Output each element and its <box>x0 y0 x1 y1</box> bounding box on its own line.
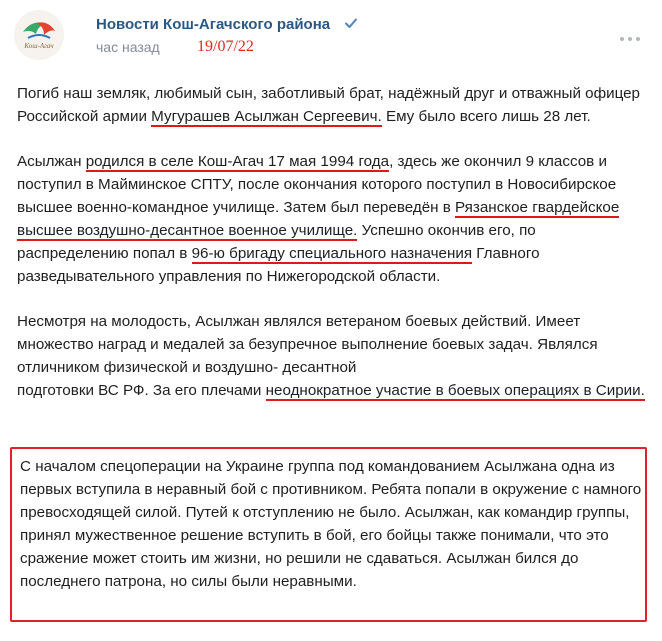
underlined-phrase: 96-ю бригаду специального назначения <box>191 245 473 262</box>
text-segment: , здесь же окончил 9 классов и поступил в Майминское СПТУ, после окончания которого поступил в Новосибирское высшее военно-командное училище. Затем был переведён в <box>17 153 617 216</box>
underlined-phrase: Мугурашев Асылжан Сергеевич. <box>151 108 382 125</box>
text-segment: Асылжан <box>17 153 86 170</box>
text-segment: Успешно окончив его, по распределению попал в <box>17 222 536 262</box>
paragraph-4: С началом спецоперации на Украине группа под командованием Асылжана одна из первых вступила в неравный бой с противником. Ребята попали в окружение с намного превосходящей силой. Путей к отступлению не было. Асылжан, как командир группы, принял мужественное решение вступить в бой, его бойцы также понимали, что это сражение может стоить им жизни, но решили не сдаваться. Асылжан бился до последнего патрона, но силы были неравными. <box>20 458 642 590</box>
underlined-phrase: родился в селе Кош-Агач 17 мая 1994 года <box>85 153 390 170</box>
more-dot <box>628 37 632 41</box>
verified-check-icon <box>344 16 358 30</box>
text-segment: подготовки ВС РФ. За его плечами <box>17 382 266 399</box>
post-header <box>14 8 648 64</box>
text-segment: Ему было всего лишь 28 лет. <box>381 108 591 125</box>
date-annotation: 19/07/22 <box>197 38 254 55</box>
more-dot <box>620 37 624 41</box>
group-name-link[interactable]: Новости Кош-Агачского района <box>96 16 331 33</box>
paragraph-1 <box>17 82 647 128</box>
post-time-link[interactable]: час назад <box>96 39 160 55</box>
underlined-phrase: неоднократное участие в боевых операциях в Сирии. <box>265 382 645 399</box>
logo-text: Кош-Агач <box>24 42 54 50</box>
text-segment: Главного разведывательного управления по Нижегородской области. <box>17 245 540 285</box>
group-avatar[interactable] <box>14 10 64 60</box>
more-dot <box>636 37 640 41</box>
highlighted-paragraph-box <box>10 447 647 622</box>
underlined-phrase: Рязанское гвардейское высшее воздушно-десантное военное училище. <box>17 199 620 239</box>
paragraph-3 <box>17 310 647 402</box>
post-text <box>17 82 647 424</box>
text-segment: Погиб наш земляк, любимый сын, заботливый брат, надёжный друг и отважный офицер Российской армии <box>17 85 640 125</box>
paragraph-3-part-b <box>17 382 645 401</box>
more-options-button[interactable] <box>618 28 642 38</box>
group-logo-icon <box>14 10 64 60</box>
paragraph-3-part-a: Несмотря на молодость, Асылжан являлся ветераном боевых действий. Имеет множество наград и медалей за безупречное выполнение боевых задач. Являлся отличником физической и воздушно- десантной <box>17 313 598 376</box>
paragraph-2 <box>17 150 647 288</box>
